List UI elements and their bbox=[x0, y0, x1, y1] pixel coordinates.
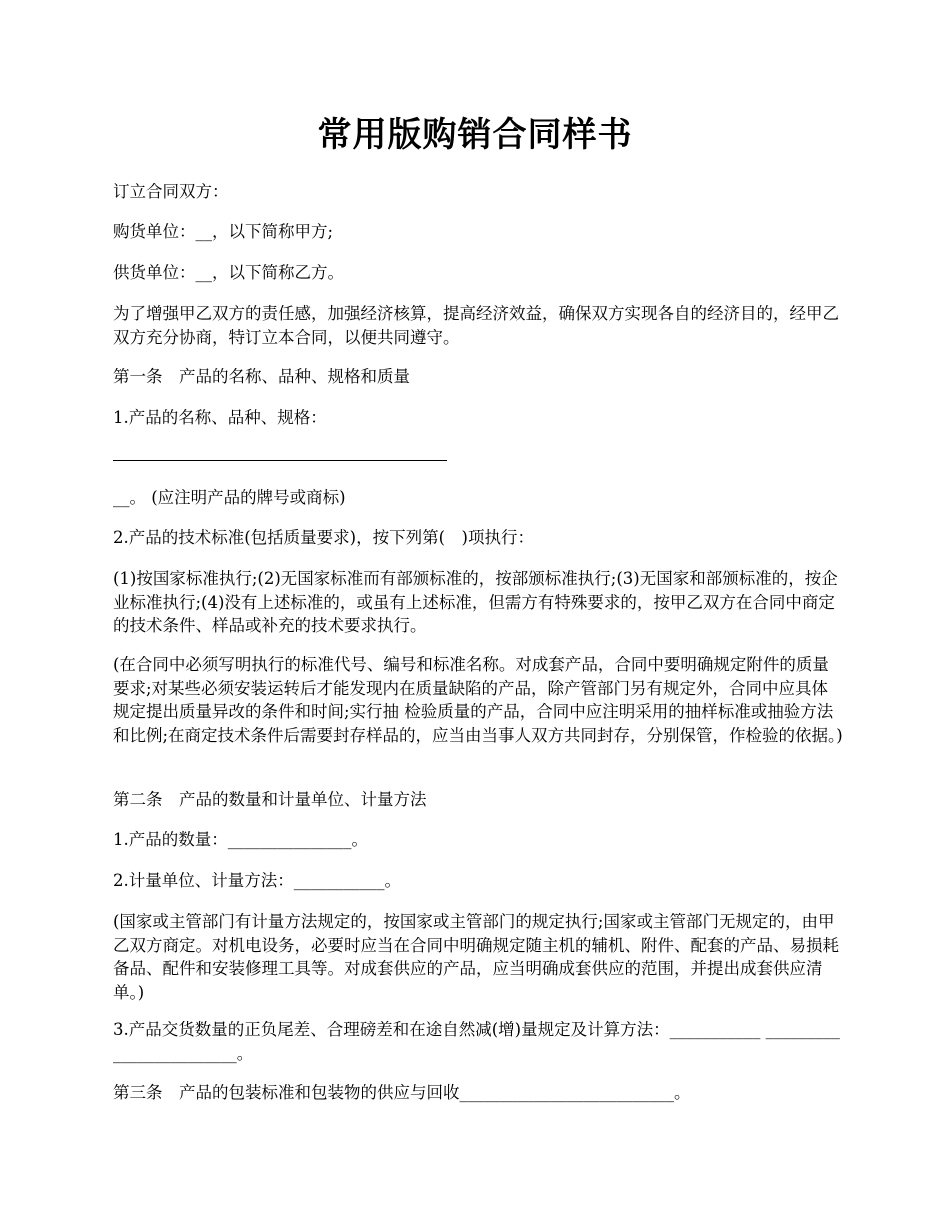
paragraph-seller: 供货单位：__，以下简称乙方。 bbox=[113, 263, 344, 282]
paragraph-tolerance: 3.产品交货数量的正负尾差、合理磅差和在途自然减(增)量规定及计算方法：___________ ________________________。 bbox=[113, 1020, 840, 1063]
paragraph-standard-options: (1)按国家标准执行;(2)无国家标准而有部颁标准的，按部颁标准执行;(3)无国家和部颁标准的，按企业标准执行;(4)没有上述标准的，或虽有上述标准，但需方有特殊要求的，按甲乙双方在合同中商定的技术条件、样品或补充的技术要求执行。 bbox=[113, 569, 838, 635]
fill-in-blank-line bbox=[113, 460, 447, 461]
paragraph-parties-intro: 订立合同双方： bbox=[113, 182, 229, 201]
paragraph-measure-note: (国家或主管部门有计量方法规定的，按国家或主管部门的规定执行;国家或主管部门无规定的，由甲乙双方商定。对机电设务，必要时应当在合同中明确规定随主机的辅机、附件、配套的产品、易损耗备品、配件和安装修理工具等。对成套供应的产品，应当明确成套供应的范围，并提出成套供应清单。) bbox=[113, 912, 839, 1002]
paragraph-quantity: 1.产品的数量：_______________。 bbox=[113, 830, 368, 849]
paragraph-tech-standard: 2.产品的技术标准(包括质量要求)，按下列第( )项执行： bbox=[113, 528, 534, 547]
paragraph-measure-method: 2.计量单位、计量方法：___________。 bbox=[113, 871, 401, 890]
paragraph-brand-note: __。 (应注明产品的牌号或商标) bbox=[113, 488, 346, 507]
article-1-heading: 第一条 产品的名称、品种、规格和质量 bbox=[113, 367, 410, 386]
document-title: 常用版购销合同样书 bbox=[317, 115, 633, 155]
paragraph-purpose: 为了增强甲乙双方的责任感，加强经济核算，提高经济效益，确保双方实现各自的经济目的，经甲乙双方充分协商，特订立本合同，以便共同遵守。 bbox=[113, 304, 839, 347]
article-3-heading: 第三条 产品的包装标准和包装物的供应与回收__________________________。 bbox=[113, 1083, 691, 1102]
article-2-heading: 第二条 产品的数量和计量单位、计量方法 bbox=[113, 790, 427, 809]
paragraph-buyer: 购货单位：__，以下简称甲方; bbox=[113, 222, 334, 241]
paragraph-product-name: 1.产品的名称、品种、规格： bbox=[113, 408, 327, 427]
paragraph-standard-note: (在合同中必须写明执行的标准代号、编号和标准名称。对成套产品，合同中要明确规定附件的质量要求;对某些必须安装运转后才能发现内在质量缺陷的产品，除产管部门另有规定外，合同中应具体规定提出质量异改的条件和时间;实行抽 检验质量的产品，合同中应注明采用的抽样标准或抽验方法和比例;在商定技术条件后需要封存样品的，应当由当事人双方共同封存，分别保管，作检验的依据。) bbox=[113, 655, 843, 745]
